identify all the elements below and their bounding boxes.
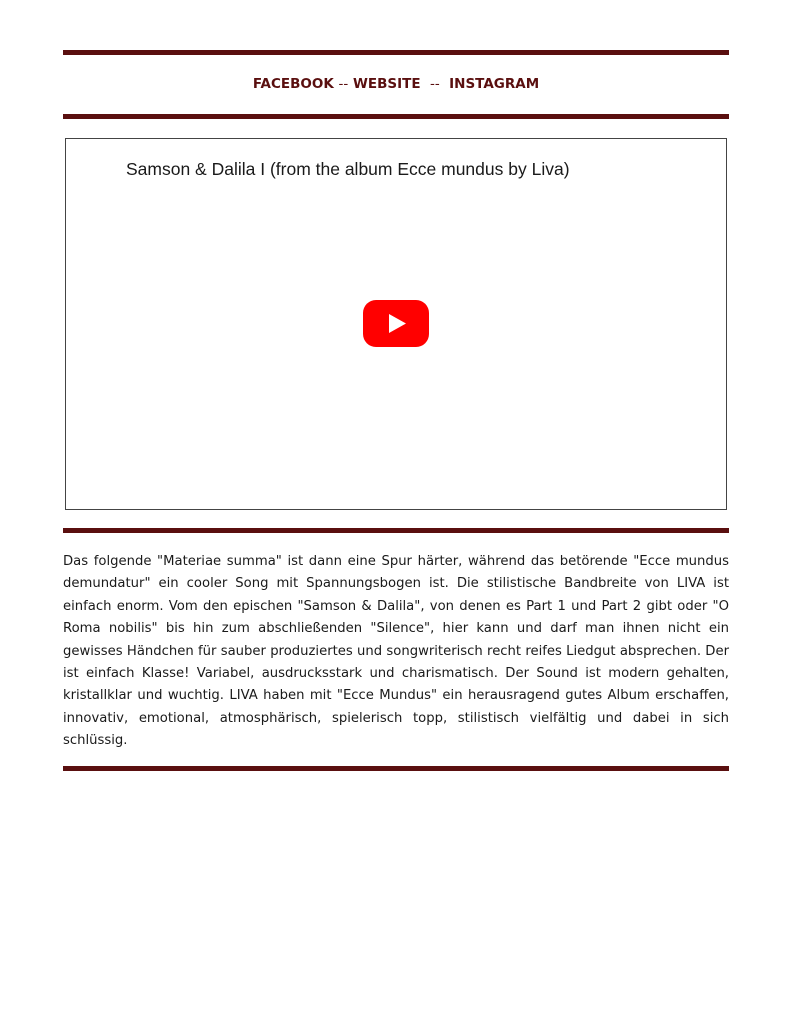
video-embed[interactable] (65, 138, 727, 510)
youtube-play-icon[interactable] (363, 300, 429, 347)
links-divider (63, 114, 729, 119)
video-divider (63, 528, 729, 533)
instagram-link[interactable]: INSTAGRAM (449, 76, 540, 92)
top-divider (63, 50, 729, 55)
play-button-graphic (363, 300, 429, 347)
link-separator: -- (429, 76, 440, 92)
video-title[interactable]: Samson & Dalila I (from the album Ecce mundus by Liva) (126, 159, 570, 179)
bottom-divider (63, 766, 729, 771)
article-paragraph: Das folgende "Materiae summa" ist dann eine Spur härter, während das betörende "Ecce mundus demundatur" ein cooler Song mit Spannungsbogen ist. Die stilistische Bandbreite von LIVA ist einfach enorm. Vom den epischen "Samson & Dalila", von denen es Part 1 und Part 2 gibt oder "O Roma nobilis" bis hin zum abschließenden "Silence", hier kann und darf man ihnen nicht ein gewisses Händchen für sauber produziertes und songwriterisch recht reifes Liedgut absprechen. Der ist einfach Klasse! Variabel, ausdrucksstark und charismatisch. Der Sound ist modern gehalten, kristallklar und wuchtig. LIVA haben mit "Ecce Mundus" ein herausragend gutes Album erschaffen, innovativ, emotional, atmosphärisch, spielerisch topp, stilistisch vielfältig und dabei in sich schlüssig. (63, 554, 729, 749)
facebook-link[interactable]: FACEBOOK (252, 76, 334, 92)
link-separator: -- (338, 76, 349, 92)
website-link[interactable]: WEBSITE (352, 76, 421, 92)
social-links (63, 76, 729, 92)
